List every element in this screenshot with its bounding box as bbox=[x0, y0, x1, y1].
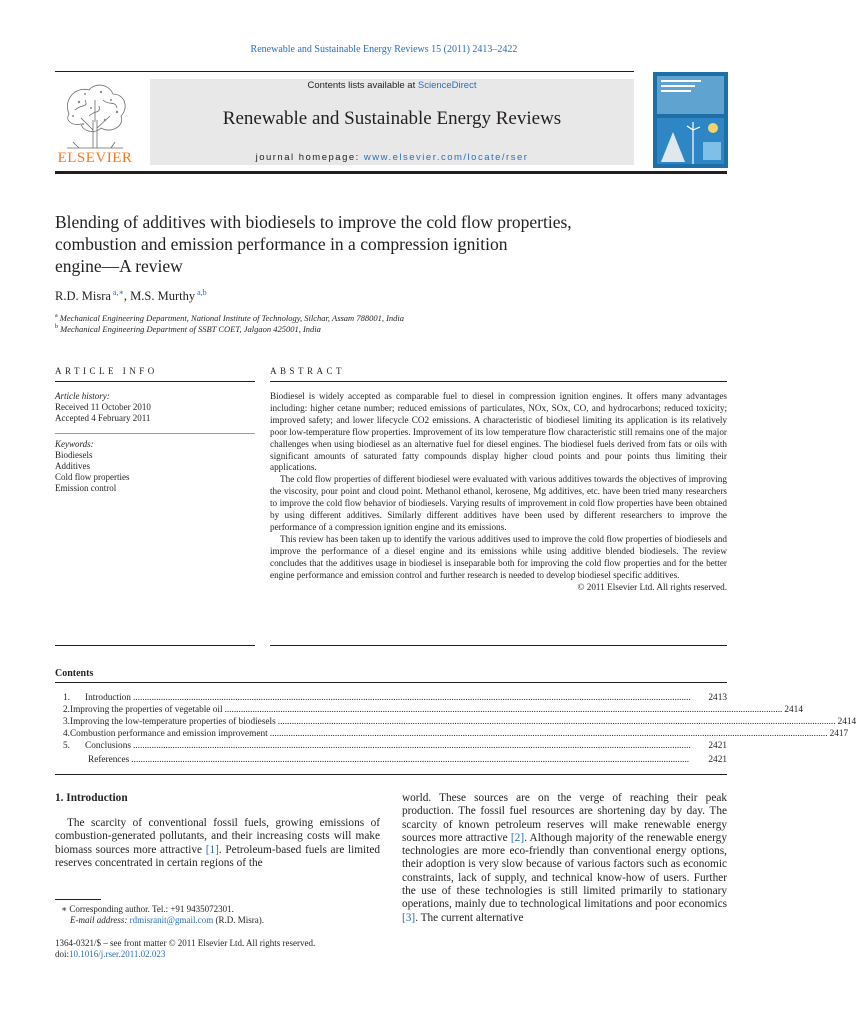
toc-entry[interactable] bbox=[63, 741, 727, 753]
abstract-paragraph-1: Biodiesel is widely accepted as comparable fuel to diesel in compression ignition engines. It offers many advantages including: higher cetane number; reduced emissions of particulates, NOx, SOx, CO, and hydrocarbons; reduced toxicity; improved safety; and lower lifecycle CO2 emissions. A characteristic of biodiesel limiting its application is its relatively poor low-temperature flow properties. Improvement of its low temperature flow characteristic still remains one of the major challenges when using biodiesel as an alternative fuel for diesel engines. The biodiesel fuels derived from fats or oils with significant amounts of saturated fatty compounds display higher cloud points and pour points thus limiting their applications. bbox=[270, 391, 727, 473]
homepage-link[interactable]: www.elsevier.com/locate/rser bbox=[363, 152, 529, 163]
author-affiliation-mark[interactable]: a,∗ bbox=[112, 288, 124, 297]
toc-number: 5. bbox=[63, 741, 70, 751]
toc-entry[interactable] bbox=[63, 755, 727, 767]
article-title-line-2: combustion and emission performance in a compression ignition bbox=[55, 234, 508, 254]
toc-entry[interactable] bbox=[63, 693, 727, 705]
abstract-bottom-rule bbox=[270, 645, 727, 646]
email-label: E-mail address: bbox=[70, 915, 128, 925]
author-name: R.D. Misra bbox=[55, 289, 111, 304]
toc-number: 2. bbox=[63, 705, 70, 715]
toc-leader: ................................................................................................................................................................................................................................................ bbox=[132, 693, 691, 703]
issn-line: 1364-0321/$ – see front matter © 2011 Elsevier Ltd. All rights reserved. bbox=[55, 938, 316, 948]
toc-number: 4. bbox=[63, 729, 70, 739]
abstract-paragraph-3: This review has been taken up to identify the various additives used to improve the cold flow properties of biodiesels and improve the performance of a diesel engine and its emissions while using additive blended biodiesels. The review concludes that the additives usage in biodiesel is inseparable both for improving the cold flow properties and for the better engine performance and emission control and further research is needed to develop biodiesel specific additives. bbox=[270, 533, 727, 580]
contents-list-line bbox=[150, 80, 634, 91]
article-title bbox=[55, 211, 735, 277]
toc-title[interactable]: Improving the low-temperature properties of biodiesels bbox=[69, 717, 276, 727]
toc-entry[interactable] bbox=[63, 717, 856, 729]
body-text: . The current alternative bbox=[415, 911, 524, 924]
toc-leader: ................................................................................................................................................................................................................................................ bbox=[224, 705, 783, 715]
affiliation-b bbox=[55, 324, 321, 334]
toc-number: 1. bbox=[63, 693, 70, 703]
doi-link[interactable]: 10.1016/j.rser.2011.02.023 bbox=[69, 949, 166, 959]
toc-title[interactable]: Conclusions bbox=[85, 741, 131, 751]
keyword: Cold flow properties bbox=[55, 472, 130, 482]
keyword: Biodiesels bbox=[55, 450, 93, 460]
contents-heading: Contents bbox=[55, 668, 94, 679]
affiliation-text: Mechanical Engineering Department, National Institute of Technology, Silchar, Assam 788001, India bbox=[59, 313, 405, 323]
toc-leader: ................................................................................................................................................................................................................................................ bbox=[132, 741, 691, 751]
toc-page: 2414 bbox=[784, 705, 803, 715]
author-list: R.D. Misra $^{a,∗}$, M.S. Murthy $^{a,b}$ bbox=[55, 288, 207, 304]
doi-line bbox=[55, 949, 165, 960]
abstract-heading: ABSTRACT bbox=[270, 366, 346, 376]
toc-title[interactable]: Improving the properties of vegetable oil bbox=[69, 705, 223, 715]
homepage-prefix: journal homepage: bbox=[255, 152, 364, 163]
elsevier-wordmark: ELSEVIER bbox=[57, 150, 133, 166]
contents-rule bbox=[55, 682, 727, 683]
affiliation-mark: b bbox=[55, 324, 58, 331]
article-history bbox=[55, 391, 151, 424]
article-title-line-3: engine—A review bbox=[55, 256, 183, 276]
toc-page: 2414 bbox=[837, 717, 856, 727]
toc-page: 2413 bbox=[708, 693, 727, 703]
journal-homepage-line bbox=[150, 152, 634, 163]
toc-page: 2421 bbox=[708, 755, 727, 765]
toc-page: 2421 bbox=[708, 741, 727, 751]
reference-link[interactable]: [1] bbox=[205, 843, 219, 856]
received-date: Received 11 October 2010 bbox=[55, 402, 151, 412]
body-left-column bbox=[55, 817, 380, 870]
keyword: Emission control bbox=[55, 483, 117, 493]
section-heading: 1. Introduction bbox=[55, 792, 128, 804]
accepted-date: Accepted 4 February 2011 bbox=[55, 413, 151, 423]
sciencedirect-link[interactable]: ScienceDirect bbox=[417, 80, 477, 91]
toc-entry[interactable] bbox=[63, 729, 849, 741]
affiliation-mark: a bbox=[55, 313, 58, 320]
corresponding-mark: ∗ bbox=[61, 904, 68, 914]
abstract-copyright: © 2011 Elsevier Ltd. All rights reserved. bbox=[577, 581, 727, 592]
abstract-paragraph-2: The cold flow properties of different biodiesel were evaluated with various additives towards the objectives of improving the viscosity, pour point and cloud point. Methanol ethanol, kerosene, Mg additives, etc. have been tried many researchers to improve the cold flow behavior of biodiesels. Varying results of improvement in cold flow properties have been obtained by using different additives. Similarly different additives have been used by different researchers to improve the performance of a compression ignition engine and its emissions. bbox=[270, 474, 727, 532]
email-link[interactable]: rdmisranit@gmail.com bbox=[129, 915, 214, 925]
header-bottom-rule bbox=[55, 171, 727, 174]
toc-leader: ................................................................................................................................................................................................................................................ bbox=[131, 755, 690, 765]
reference-link[interactable]: [2] bbox=[510, 831, 525, 844]
body-text: world. These sources are on the verge of reaching their peak production. The fossil fuel resources are shortening day by day. The scarcity of known petroleum reserves will make renewable energy sources more attractive bbox=[402, 792, 727, 844]
article-info-divider bbox=[55, 433, 255, 434]
keywords-label: Keywords: bbox=[55, 439, 94, 449]
email-suffix: (R.D. Misra). bbox=[215, 915, 264, 925]
footnote-rule bbox=[55, 899, 101, 900]
toc-leader: ................................................................................................................................................................................................................................................ bbox=[269, 729, 828, 739]
abstract-rule bbox=[270, 381, 727, 382]
abstract-body bbox=[270, 391, 727, 593]
journal-title: Renewable and Sustainable Energy Reviews bbox=[222, 108, 562, 129]
corresponding-text: Corresponding author. Tel.: +91 9435072301. bbox=[69, 904, 234, 914]
affiliation-text: Mechanical Engineering Department of SSBT COET, Jalgaon 425001, India bbox=[60, 324, 321, 334]
toc-number: 3. bbox=[63, 717, 70, 727]
keyword: Additives bbox=[55, 461, 90, 471]
corresponding-author-note bbox=[61, 904, 234, 915]
toc-entry[interactable] bbox=[63, 705, 803, 717]
body-text: . Although majority of the renewable energy technologies are more eco-friendly than conventional energy options, their adoption is very slow because of various factors such as economic constraints, lack of supply, and technical know-how of users. Further the use of these technologies is still limited primarily to stationary operations, mainly due to technological limitations and poor economics bbox=[402, 831, 727, 911]
body-text: The scarcity of conventional fossil fuels, growing emissions of combustion-generated pollutants, and their increasing costs will make biomass sources more attractive bbox=[55, 817, 380, 856]
toc-title[interactable]: Introduction bbox=[85, 693, 131, 703]
contents-prefix: Contents lists available at bbox=[307, 80, 418, 91]
article-title-line-1: Blending of additives with biodiesels to improve the cold flow properties, bbox=[55, 212, 572, 232]
doi-prefix: doi: bbox=[55, 949, 70, 959]
affiliation-a bbox=[55, 313, 404, 323]
journal-citation[interactable]: Renewable and Sustainable Energy Reviews 15 (2011) 2413–2422 bbox=[250, 44, 518, 55]
keywords-block bbox=[55, 439, 130, 494]
header-top-rule bbox=[55, 71, 634, 72]
journal-cover-image[interactable] bbox=[653, 72, 728, 168]
article-history-label: Article history: bbox=[55, 391, 110, 401]
toc-leader: ................................................................................................................................................................................................................................................ bbox=[277, 717, 836, 727]
email-note bbox=[70, 915, 264, 926]
author-affiliation-mark[interactable]: a,b bbox=[197, 288, 207, 297]
article-info-heading: ARTICLE INFO bbox=[55, 366, 158, 376]
toc-title[interactable]: Combustion performance and emission improvement bbox=[69, 729, 268, 739]
author-name: M.S. Murthy bbox=[130, 289, 196, 304]
toc-page: 2417 bbox=[829, 729, 849, 739]
body-right-column bbox=[402, 792, 727, 925]
article-info-rule bbox=[55, 381, 255, 382]
toc-title[interactable]: References bbox=[88, 755, 130, 765]
article-info-bottom-rule bbox=[55, 645, 255, 646]
reference-link[interactable]: [3] bbox=[402, 911, 416, 924]
body-text: . Petroleum-based fuels are limited reserves concentrated in certain regions of the bbox=[55, 843, 380, 869]
contents-bottom-rule bbox=[55, 774, 727, 775]
